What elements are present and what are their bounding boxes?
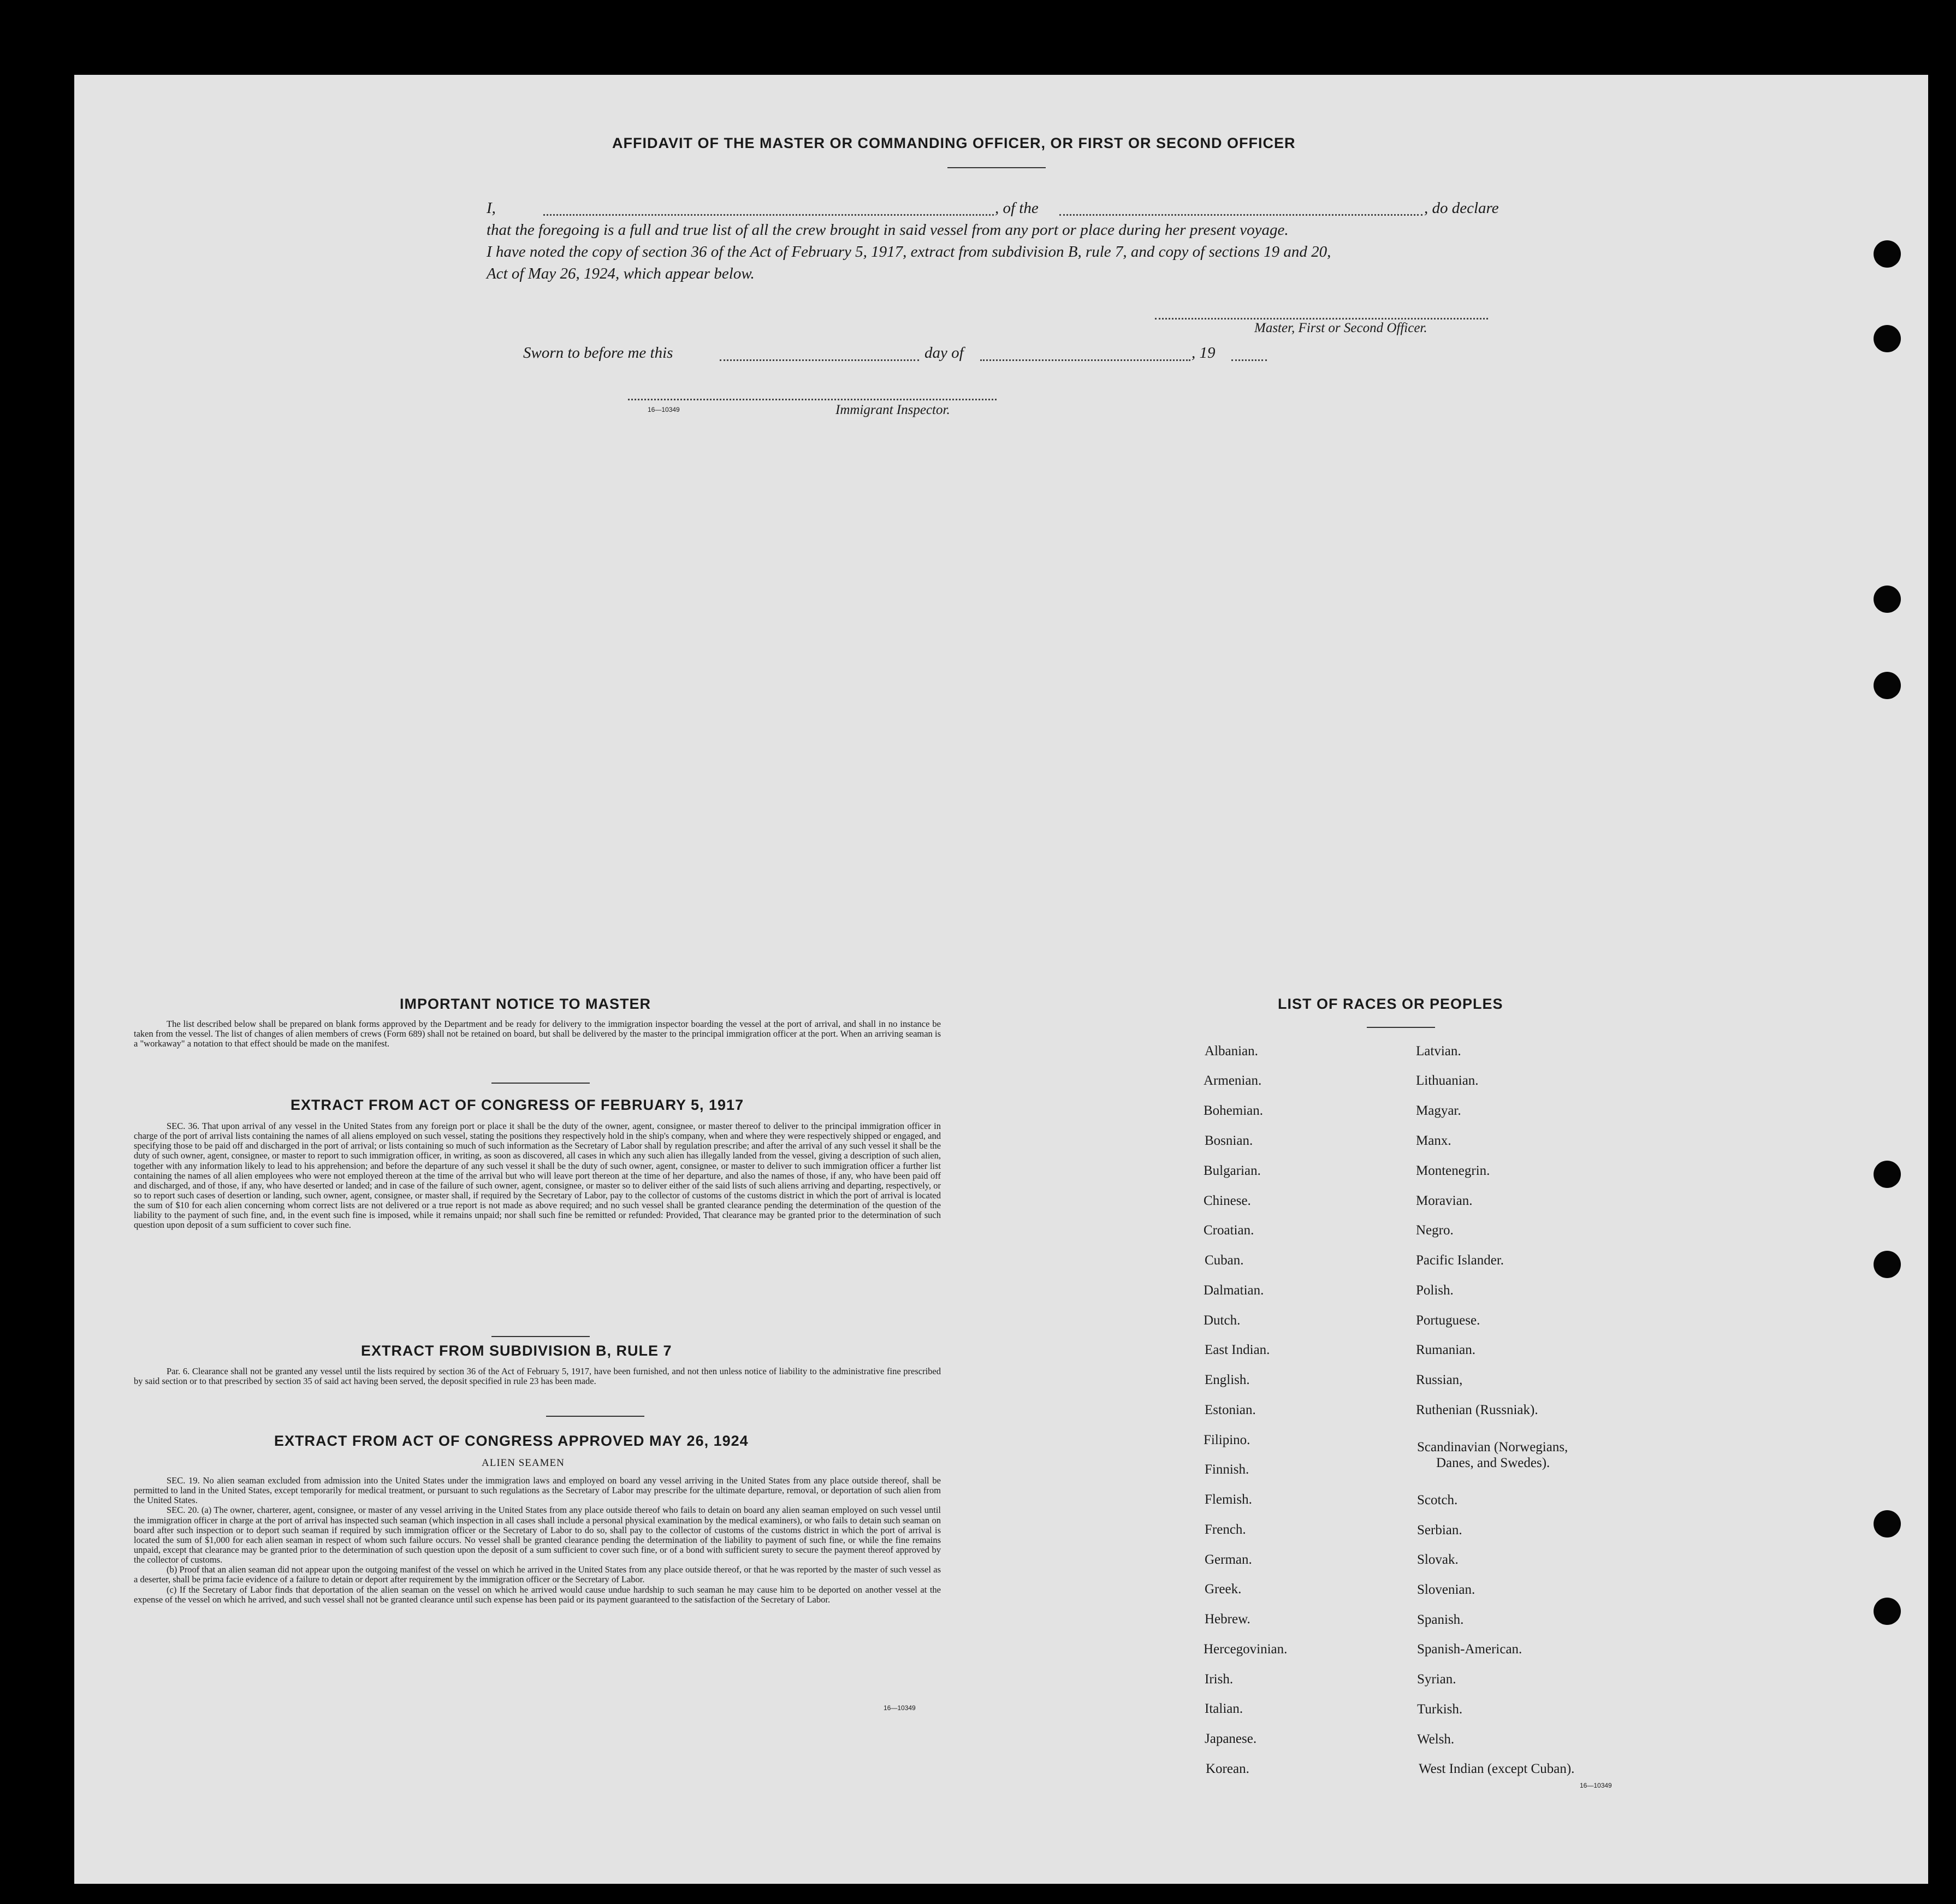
alien-seamen-subtitle: ALIEN SEAMEN — [482, 1457, 565, 1469]
inspector-label: Immigrant Inspector. — [835, 403, 950, 417]
race-item: Latvian. — [1416, 1044, 1461, 1059]
binder-hole — [1874, 1510, 1901, 1538]
race-item: English. — [1205, 1373, 1250, 1387]
binder-hole — [1874, 1251, 1901, 1278]
sworn-month-field[interactable] — [980, 359, 1190, 361]
day-of-label: day of — [924, 344, 964, 362]
race-item: Filipino. — [1204, 1433, 1250, 1447]
race-item: Armenian. — [1204, 1073, 1262, 1088]
race-item: Negro. — [1416, 1223, 1454, 1238]
race-item: Welsh. — [1417, 1732, 1455, 1747]
section-19-paragraph: SEC. 19. No alien seaman excluded from admission into the United States under the immigration laws and employed on board any vessel arriving in the United States from any place outside thereof, shall be permitted to land in the United States, except temporarily for medical treatment, or pursuant to such regulations as the Secretary of Labor may prescribe for the ultimate departure, removal, or deportation of such alien from the United States. — [134, 1475, 941, 1506]
affidavit-line-2: that the foregoing is a full and true list of all the crew brought in said vessel from any port or place during her present voyage. — [487, 221, 1289, 239]
name-field[interactable] — [543, 214, 994, 216]
extract-1917-text — [134, 1121, 941, 1312]
race-item: Scandinavian (Norwegians, — [1417, 1440, 1568, 1454]
race-item: Estonian. — [1205, 1403, 1256, 1417]
sworn-year-field[interactable] — [1231, 359, 1267, 361]
race-item: Japanese. — [1205, 1731, 1257, 1746]
paragraph-6: Par. 6. Clearance shall not be granted any vessel until the lists required by section 36 of the Act of February 5, 1917, have been furnished, and not then unless notice of liability to the administrative fine prescribed by said section or to that prescribed by section 35 of said act having been served, the deposit specified in rule 23 has been made. — [134, 1366, 941, 1387]
extract-1924-title: EXTRACT FROM ACT OF CONGRESS APPROVED MAY 26, 1924 — [274, 1433, 749, 1449]
race-item: Pacific Islander. — [1416, 1253, 1504, 1268]
race-item: Greek. — [1205, 1582, 1242, 1596]
binder-hole — [1874, 1161, 1901, 1188]
race-item: Spanish. — [1417, 1612, 1464, 1627]
race-item: Finnish. — [1205, 1462, 1249, 1477]
divider — [491, 1336, 590, 1337]
race-item: Polish. — [1416, 1283, 1454, 1298]
of-the-label: , of the — [995, 199, 1039, 217]
race-item: Scotch. — [1417, 1493, 1458, 1507]
race-item: Portuguese. — [1416, 1313, 1480, 1328]
do-declare-label: , do declare — [1424, 199, 1499, 217]
race-item: Danes, and Swedes). — [1436, 1456, 1550, 1470]
race-item: French. — [1205, 1522, 1246, 1537]
race-item: Rumanian. — [1416, 1343, 1476, 1357]
section-36-paragraph: SEC. 36. That upon arrival of any vessel in the United States from any foreign port or place it shall be the duty of the owner, agent, consignee, or master thereof to deliver to the principal immigration officer in charge of the port of arrival lists containing the names of all aliens employed on such vessel, stating the positions they respectively hold in the ship's company, when and where they were respectively shipped or engaged, and specifying those to be paid off and discharged in the port of arrival; or lists containing so much of such information as the Secretary of Labor shall by regulation prescribe; and after the arrival of any such vessel it shall be the duty of such owner, agent, consignee, or master to report to such immigration officer, in writing, as soon as discovered, all cases in which any such alien has illegally landed from the vessel, giving a description of such alien, together with any information likely to lead to his apprehension; and before the departure of any such vessel it shall be the duty of such owner, agent, consignee, or master to deliver to such immigration officer a further list containing the names of all alien employees who were not employed thereon at the time of the arrival but who will leave port thereon at the time of her departure, and also the names of those, if any, who have been paid off and discharged, and of those, if any, who have deserted or landed; and in case of the failure of such owner, agent, consignee, or master so to deliver either of the said lists of such aliens arriving and departing, respectively, or so to report such cases of desertion or landing, such owner, agent, consignee, or master shall, if required by the Secretary of Labor, pay to the collector of customs of the customs district in which the port of arrival is located the sum of $10 for each alien concerning whom correct lists are not delivered or a true report is not made as above required; and no such vessel shall be granted clearance pending the determination of the question of the liability to the payment of such fine, and, in the event such fine is imposed, while it remains unpaid; nor shall such fine be remitted or refunded: Provided, That clearance may be granted prior to the determination of such question upon deposit of a sum sufficient to cover such fine. — [134, 1121, 941, 1231]
divider — [546, 1416, 644, 1417]
notice-paragraph: The list described below shall be prepared on blank forms approved by the Department and be ready for delivery to the immigration inspector boarding the vessel at the port of arrival, and shall in no instance be taken from the vessel. The list of changes of alien members of crews (Form 689) shall not be retained on board, but shall be delivered by the master to the principal immigration officer at the port. When an arriving seaman is a "workaway" a notation to that effect should be made on the manifest. — [134, 1019, 941, 1049]
rule-7-text — [134, 1367, 941, 1405]
race-item: Italian. — [1205, 1701, 1243, 1716]
race-item: East Indian. — [1205, 1343, 1270, 1357]
binder-hole — [1874, 672, 1901, 699]
race-item: Turkish. — [1417, 1702, 1463, 1717]
notice-title: IMPORTANT NOTICE TO MASTER — [400, 996, 651, 1012]
affidavit-i: I, — [487, 199, 496, 217]
race-item: Albanian. — [1205, 1044, 1258, 1059]
race-item: Korean. — [1206, 1761, 1249, 1776]
notice-text — [134, 1019, 941, 1074]
sworn-day-field[interactable] — [720, 359, 919, 361]
binder-hole — [1874, 1598, 1901, 1625]
extract-form-number: 16—10349 — [884, 1704, 916, 1712]
section-20b-paragraph: (b) Proof that an alien seaman did not appear upon the outgoing manifest of the vessel on which he arrived in the United States from any place outside thereof, or that he was reported by the master of such vessel as a deserter, shall be prima facie evidence of a failure to detain or deport after requirement by the immigration officer or the Secretary of Labor. — [134, 1564, 941, 1585]
race-item: Spanish-American. — [1417, 1642, 1522, 1657]
race-item: German. — [1205, 1552, 1252, 1567]
race-item: Hebrew. — [1205, 1612, 1250, 1627]
race-item: Dutch. — [1204, 1313, 1241, 1328]
year-label: , 19 — [1192, 344, 1216, 362]
master-signature-field[interactable] — [1155, 318, 1488, 320]
section-20a-paragraph: SEC. 20. (a) The owner, charterer, agent, consignee, or master of any vessel arriving in the United States from any place outside thereof who fails to detain on board any alien seaman employed on such vessel until the immigration officer in charge at the port of arrival has inspected such seaman (which inspection in all cases shall include a personal physical examination by the medical examiners), or who fails to detain such seaman on board after such inspection or to deport such seaman if required by such immigration officer or the Secretary of Labor to do so, shall pay to the collector of customs of the customs district in which the port of arrival is located the sum of $1,000 for each alien seaman in respect of whom such failure occurs. No vessel shall be granted clearance pending the determination of the liability to payment of such fine, or while the fine remains unpaid, except that clearance may be granted prior to the determination of such question upon the deposit of a sum sufficient to cover such fine, or of a bond with sufficient surety to secure the payment thereof approved by the collector of customs. — [134, 1505, 941, 1565]
divider — [491, 1083, 590, 1084]
affidavit-title: AFFIDAVIT OF THE MASTER OR COMMANDING OFFICER, OR FIRST OR SECOND OFFICER — [612, 135, 1296, 151]
race-item: Serbian. — [1417, 1523, 1462, 1538]
binder-hole — [1874, 240, 1901, 268]
race-item: Lithuanian. — [1416, 1073, 1479, 1088]
affidavit-form-number: 16—10349 — [648, 406, 680, 413]
section-20c-paragraph: (c) If the Secretary of Labor finds that deportation of the alien seaman on the vessel on which he arrived would cause undue hardship to such seaman he may cause him to be deported on another vessel at the expense of the vessel on which he arrived, and such vessel shall not be granted clearance until such expense has been paid or its payment guaranteed to the satisfaction of the Secretary of Labor. — [134, 1584, 941, 1605]
race-item: Bosnian. — [1205, 1133, 1253, 1148]
race-item: Slovak. — [1417, 1552, 1459, 1567]
race-item: Chinese. — [1204, 1193, 1251, 1208]
race-item: Irish. — [1205, 1672, 1234, 1687]
master-label: Master, First or Second Officer. — [1254, 321, 1427, 335]
vessel-field[interactable] — [1059, 214, 1422, 216]
race-item: Dalmatian. — [1204, 1283, 1264, 1298]
race-item: Cuban. — [1205, 1253, 1244, 1268]
divider — [1367, 1027, 1435, 1028]
race-item: Bulgarian. — [1204, 1163, 1261, 1178]
race-item: Flemish. — [1205, 1492, 1252, 1507]
affidavit-line-3: I have noted the copy of section 36 of the Act of February 5, 1917, extract from subdivision B, rule 7, and copy of sections 19 and 20, — [487, 243, 1331, 261]
extract-1924-text — [134, 1476, 941, 1692]
binder-hole — [1874, 586, 1901, 613]
race-item: Croatian. — [1204, 1223, 1254, 1238]
race-item: West Indian (except Cuban). — [1419, 1761, 1575, 1776]
extract-1917-title: EXTRACT FROM ACT OF CONGRESS OF FEBRUARY 5, 1917 — [291, 1097, 744, 1113]
inspector-signature-field[interactable] — [628, 399, 997, 400]
race-item: Montenegrin. — [1416, 1163, 1490, 1178]
race-item: Hercegovinian. — [1204, 1642, 1288, 1657]
race-item: Russian, — [1416, 1373, 1463, 1387]
binder-hole — [1874, 325, 1901, 352]
race-item: Moravian. — [1416, 1193, 1473, 1208]
race-item: Slovenian. — [1417, 1582, 1475, 1597]
race-item: Manx. — [1416, 1133, 1451, 1148]
race-item: Ruthenian (Russniak). — [1416, 1403, 1538, 1417]
race-item: Magyar. — [1416, 1103, 1461, 1118]
affidavit-line-4: Act of May 26, 1924, which appear below. — [487, 265, 755, 282]
race-item: Syrian. — [1417, 1672, 1456, 1687]
rule-7-title: EXTRACT FROM SUBDIVISION B, RULE 7 — [361, 1343, 672, 1359]
race-item: Bohemian. — [1204, 1103, 1264, 1118]
divider — [947, 167, 1046, 168]
sworn-label: Sworn to before me this — [523, 344, 673, 362]
races-form-number: 16—10349 — [1580, 1782, 1612, 1789]
races-title: LIST OF RACES OR PEOPLES — [1278, 996, 1503, 1012]
